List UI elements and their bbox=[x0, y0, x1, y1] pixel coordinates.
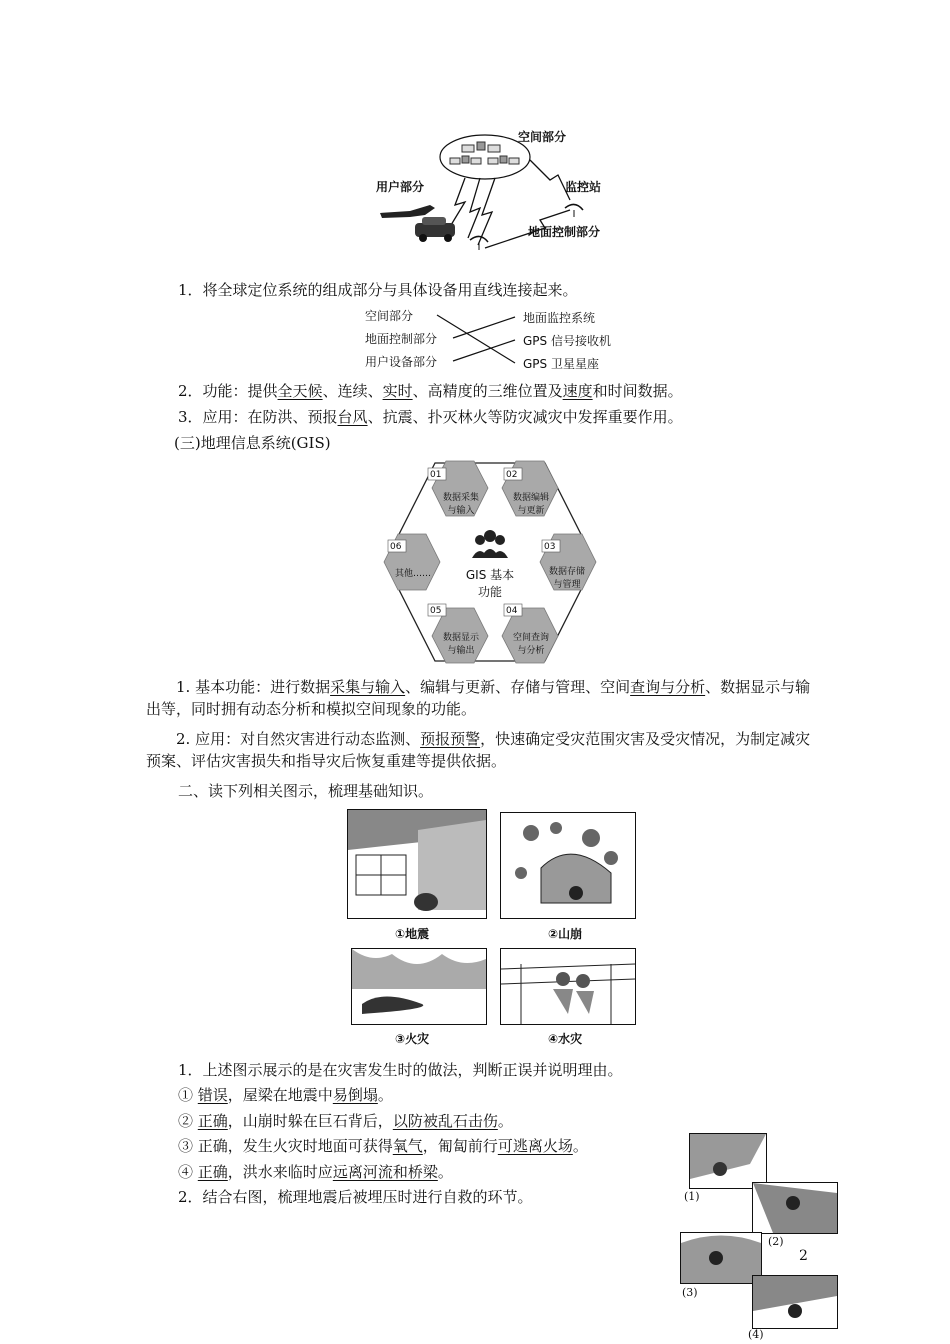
match-left-2: 地面控制部分 bbox=[365, 332, 438, 346]
text: 3．应用：在防洪、预报 bbox=[178, 408, 338, 426]
gps-diagram bbox=[370, 120, 620, 260]
side-label-3: (3) bbox=[682, 1286, 698, 1299]
gis-node-06-num: 06 bbox=[390, 542, 402, 552]
answer-away-river: 远离河流和桥梁 bbox=[332, 1163, 438, 1181]
gis-node-04-num: 04 bbox=[506, 606, 518, 616]
fire-illustration bbox=[351, 948, 487, 1025]
page-number: 2 bbox=[799, 1248, 808, 1264]
match-right-2: GPS 信号接收机 bbox=[523, 334, 611, 348]
text: 、高精度的三维位置及 bbox=[412, 382, 563, 400]
caption-flood: ④水灾 bbox=[548, 1032, 583, 1046]
answer-collapse: 易倒塌 bbox=[332, 1086, 378, 1104]
caption-landslide: ②山崩 bbox=[548, 927, 583, 941]
text: 、连续、 bbox=[322, 382, 383, 400]
flood-illustration bbox=[500, 948, 636, 1025]
side-label-2: (2) bbox=[768, 1235, 784, 1248]
section-2-heading: 二、读下列相关图示，梳理基础知识。 bbox=[178, 782, 434, 800]
gis-node-03-text: 数据存储与管理 bbox=[548, 567, 585, 590]
match-right-1: 地面监控系统 bbox=[523, 311, 596, 325]
text: ，山崩时躲在巨石背后， bbox=[227, 1112, 393, 1130]
caption-earthquake: ①地震 bbox=[395, 927, 430, 941]
gis-center-label: GIS 基本功能 bbox=[465, 568, 515, 599]
gis-node-02-num: 02 bbox=[506, 470, 518, 480]
answer-realtime: 实时 bbox=[382, 382, 413, 400]
gps-label-ground: 地面控制部分 bbox=[528, 225, 601, 239]
text: ② bbox=[178, 1112, 198, 1130]
text: ④ bbox=[178, 1163, 198, 1181]
gis-heading: (三)地理信息系统(GIS) bbox=[174, 434, 331, 452]
text: 。 bbox=[572, 1137, 588, 1155]
text: 和时间数据。 bbox=[592, 382, 683, 400]
gis-node-05-text: 数据显示与输出 bbox=[442, 633, 479, 656]
gps-item-3 bbox=[178, 406, 683, 428]
question-2: 2．结合右图，梳理地震后被埋压时进行自救的环节。 bbox=[178, 1188, 533, 1206]
text: 2. 应用：对自然灾害进行动态监测、 bbox=[176, 730, 421, 748]
question-1: 1．上述图示展示的是在灾害发生时的做法，判断正误并说明理由。 bbox=[178, 1061, 623, 1079]
gis-node-03-num: 03 bbox=[544, 542, 556, 552]
gps-item-2 bbox=[178, 380, 683, 402]
match-left-3: 用户设备部分 bbox=[365, 355, 438, 369]
gps-item-1: 1．将全球定位系统的组成部分与具体设备用直线连接起来。 bbox=[178, 281, 578, 299]
answer-correct: 正确 bbox=[197, 1112, 228, 1130]
answer-escape-fire: 可逃离火场 bbox=[497, 1137, 573, 1155]
answer-avoid-rocks: 以防被乱石击伤 bbox=[392, 1112, 498, 1130]
gis-node-04-text: 空间查询与分析 bbox=[512, 633, 549, 656]
self-rescue-step-2 bbox=[752, 1182, 838, 1234]
self-rescue-step-1 bbox=[689, 1133, 767, 1189]
side-label-4: (4) bbox=[748, 1328, 764, 1341]
answer-earthquake bbox=[178, 1084, 393, 1106]
gis-node-05-num: 05 bbox=[430, 606, 442, 616]
answer-flood bbox=[178, 1161, 453, 1183]
text: ① bbox=[178, 1086, 198, 1104]
answer-speed: 速度 bbox=[562, 382, 593, 400]
answer-typhoon: 台风 bbox=[337, 408, 368, 426]
text: ，匍匐前行 bbox=[422, 1137, 498, 1155]
answer-oxygen: 氧气 bbox=[392, 1137, 423, 1155]
self-rescue-step-4 bbox=[752, 1275, 838, 1329]
text: 。 bbox=[377, 1086, 393, 1104]
text: 2．功能：提供 bbox=[178, 382, 278, 400]
landslide-illustration bbox=[500, 812, 636, 919]
match-left-1: 空间部分 bbox=[365, 309, 414, 323]
gis-item-2 bbox=[146, 728, 811, 772]
answer-forecast-warning: 预报预警 bbox=[420, 730, 481, 748]
text: 、数据显示与输出等，同时拥有动态分析和模拟空间现象的功能。 bbox=[146, 678, 811, 718]
text: ，洪水来临时应 bbox=[227, 1163, 333, 1181]
earthquake-illustration bbox=[347, 809, 487, 919]
gis-node-02-text: 数据编辑与更新 bbox=[512, 493, 549, 516]
gis-item-1 bbox=[146, 676, 811, 720]
text: ，快速确定受灾范围灾害及受灾情况，为制定减灾预案、评估灾害损失和指导灾后恢复重建等提供依据。 bbox=[146, 730, 811, 770]
self-rescue-step-3 bbox=[680, 1232, 762, 1284]
answer-query-analysis: 查询与分析 bbox=[630, 678, 706, 696]
text: ，屋梁在地震中 bbox=[227, 1086, 333, 1104]
answer-all-weather: 全天候 bbox=[277, 382, 323, 400]
gps-label-space: 空间部分 bbox=[518, 130, 567, 144]
gis-node-01-num: 01 bbox=[430, 470, 442, 480]
text: 1. 基本功能：进行数据 bbox=[176, 678, 331, 696]
text: ③ 正确，发生火灾时地面可获得 bbox=[178, 1137, 393, 1155]
side-label-1: (1) bbox=[684, 1190, 700, 1203]
text: 、抗震、扑灭林火等防灾减灾中发挥重要作用。 bbox=[367, 408, 683, 426]
gps-label-monitor: 监控站 bbox=[565, 180, 602, 194]
gis-diagram bbox=[380, 458, 600, 666]
match-right-3: GPS 卫星星座 bbox=[523, 357, 599, 371]
answer-landslide bbox=[178, 1110, 513, 1132]
gps-matching-diagram bbox=[365, 305, 635, 375]
answer-fire bbox=[178, 1135, 588, 1157]
gis-node-06-text: 其他…… bbox=[394, 569, 431, 579]
caption-fire: ③火灾 bbox=[395, 1032, 430, 1046]
answer-correct-flood: 正确 bbox=[197, 1163, 228, 1181]
text: 。 bbox=[497, 1112, 513, 1130]
answer-collect-input: 采集与输入 bbox=[330, 678, 406, 696]
answer-wrong: 错误 bbox=[197, 1086, 228, 1104]
gis-node-01-text: 数据采集与输入 bbox=[442, 493, 479, 516]
text: 、编辑与更新、存储与管理、空间 bbox=[405, 678, 631, 696]
gps-label-user: 用户部分 bbox=[376, 180, 425, 194]
text: 。 bbox=[437, 1163, 453, 1181]
